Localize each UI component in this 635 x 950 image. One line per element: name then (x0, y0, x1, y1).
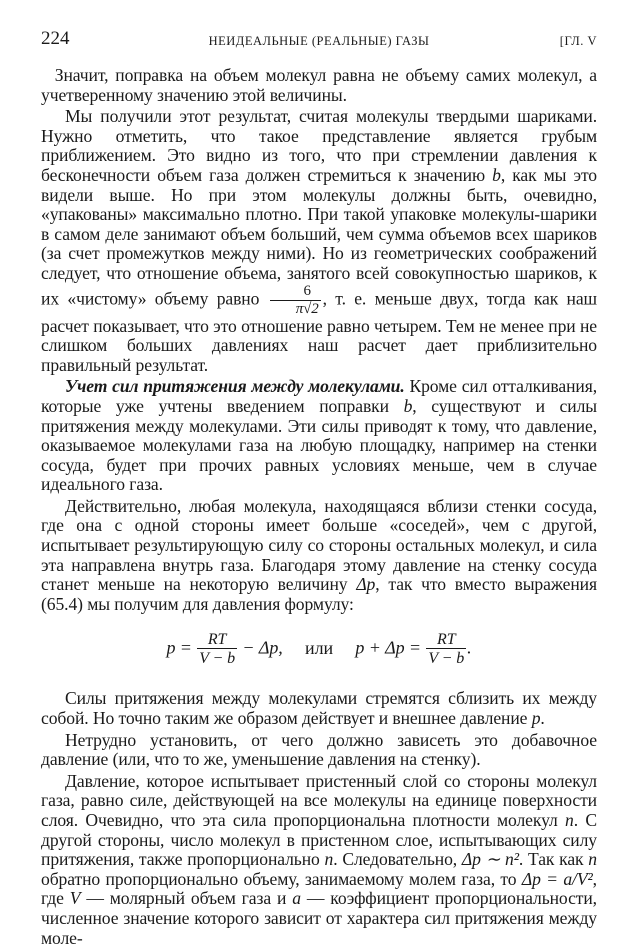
paragraph-7: Давление, которое испытывает пристенный слой со стороны молекул газа, равно силе, действующей на все молекулы на единице поверхности слоя. Очевидно, что эта сила пропорциональна плотности молекул n. С другой стороны, число молекул в пристенном слое, испытывающих силу притяжения, также пропорционально n. Следовательно, Δp ∼ n². Так как n обратно пропорционально объему, занимаемому молем газа, то Δp = a/V², где V — молярный объем газа и a — коэффициент пропорциональности, численное значение которого зависит от характера сил притяжения между моле- (41, 770, 597, 948)
paragraph-5: Силы притяжения между молекулами стремятся сблизить их между собой. Но точно таким же образом действует и внешнее давление p. (41, 688, 597, 729)
formula-or: или (305, 638, 333, 659)
paragraph-1: Значит, поправка на объем молекул равна не объему самих молекул, а учетверенному значению этой величины. (41, 65, 597, 105)
page-body (41, 66, 597, 948)
paragraph-2: Мы получили этот результат, считая молекулы твердыми шариками. Нужно отметить, что такое представление является грубым приближением. Это видно из того, что при стремлении давления к бесконечности объем газа должен стремиться к значению b, как мы это видели выше. Но при этом молекулы должны быть, очевидно, «упакованы» максимально плотно. При такой упаковке молекулы-шарики в самом деле занимают объем больший, чем сумма объемов всех шариков (за счет промежутков между ними). Но из геометрических соображений следует, что отношение объема, занятого всей совокупностью шариков, к их «чистому» объему равно $\frac{6}{\pi√2}$ , т. е. меньше двух, тогда как наш расчет показывает, что это отношение равно четырем. Тем не менее при не слишком больших давлениях наш расчет дает приблизительно правильный результат. (41, 106, 597, 375)
formula-fraction-1: $\frac{RT}{V - b}$ (199, 631, 235, 668)
section-heading: Учет сил притяжения между молекулами. (65, 376, 405, 397)
paragraph-6: Нетрудно установить, от чего должно зависеть это добавочное давление (или, что то же, уменьшение давления на стенку). (41, 729, 597, 770)
page-header (41, 22, 597, 52)
page-number: 224 (41, 28, 70, 49)
fraction-6-over-pi-root2: $\frac{6}{\pi√2}$ (270, 284, 321, 317)
chapter-marker: [ГЛ. V (559, 34, 597, 48)
running-title: НЕИДЕАЛЬНЫЕ (РЕАЛЬНЫЕ) ГАЗЫ (208, 34, 430, 48)
formula-fraction-2: $\frac{RT}{V - b}$ (428, 631, 465, 668)
var-b: b (492, 164, 501, 185)
paragraph-4: Действительно, любая молекула, находящаяся вблизи стенки сосуда, где она с одной стороны имеет больше «соседей», чем с другой, испытывает результирующую силу со стороны остальных молекул, и сила эта направлена внутрь газа. Благодаря этому давление на стенку сосуда станет меньше на некоторую величину Δp, так что вместо выражения (65.4) мы получим для давления формулу: (41, 495, 597, 614)
paragraph-3: Учет сил притяжения между молекулами. Кроме сил отталкивания, которые уже учтены введением поправки b, существуют и силы притяжения между молекулами. Эти силы приводят к тому, что давление, оказываемое молекулами газа на любую площадку, например на стенки сосуда, будет при прочих равных условиях меньше, чем в случае идеального газа. (41, 376, 597, 495)
formula-van-der-waals: p = $\frac{RT}{V - b}$ − Δp, или p + Δp = $\frac{RT}{V - b}$ . (166, 631, 472, 668)
book-page (41, 22, 597, 948)
